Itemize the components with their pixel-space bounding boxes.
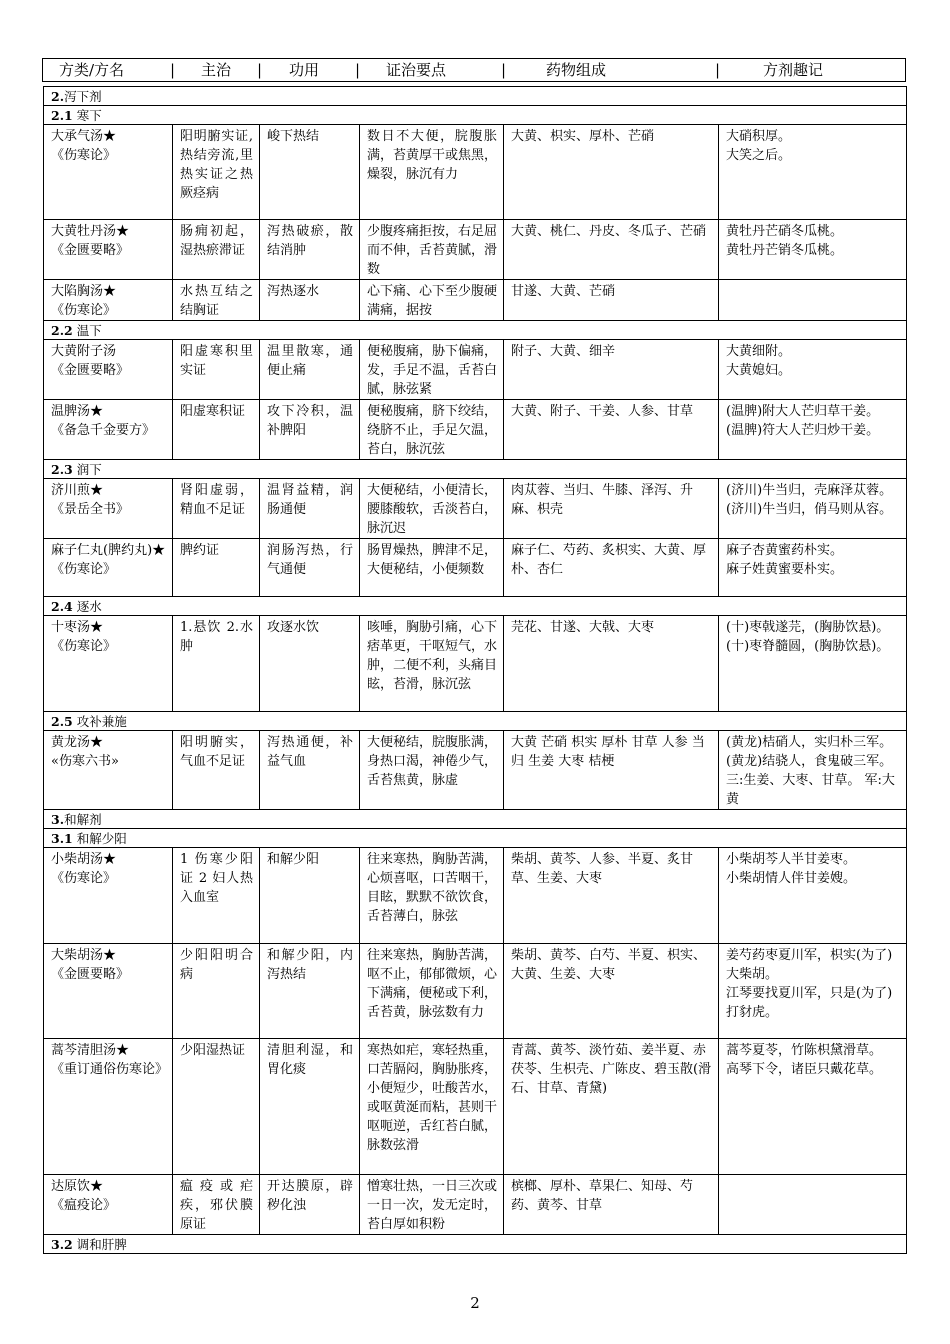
subsection-row: [44, 460, 907, 479]
function-cell: 和解少阳，内泻热结: [260, 944, 360, 1039]
formula-name-cell: 蒿芩清胆汤★ 《重订通俗伤寒论》: [44, 1039, 173, 1175]
function-cell: 泻热破瘀，散结消肿: [260, 220, 360, 280]
indication-cell: 阳虚寒积里实证: [173, 340, 260, 400]
mnemonic-cell: 蒿芩夏苓，竹陈枳黛滑草。 高琴下令，诸臣只戴花草。: [719, 1039, 907, 1175]
section-row: [44, 87, 907, 106]
subsection-heading: 2.5 攻补兼施: [44, 712, 907, 731]
key-points-cell: 大便秘结，小便清长，腰膝酸软，舌淡苔白，脉沉迟: [360, 479, 504, 539]
formula-name-cell: 大黄附子汤 《金匮要略》: [44, 340, 173, 400]
table-row: [44, 400, 907, 460]
ingredients-cell: 麻子仁、芍药、炙枳实、大黄、厚朴、杏仁: [504, 539, 719, 597]
section-row: [44, 810, 907, 829]
formula-name-cell: 济川煎★ 《景岳全书》: [44, 479, 173, 539]
ingredients-cell: 肉苁蓉、当归、牛膝、泽泻、升麻、枳壳: [504, 479, 719, 539]
subsection-row: [44, 829, 907, 848]
section-heading: 3.和解剂: [44, 810, 907, 829]
mnemonic-cell: 黄牡丹芒硝冬瓜桃。 黄牡丹芒销冬瓜桃。: [719, 220, 907, 280]
mnemonic-cell: (济川)牛当归，壳麻泽苁蓉。 (济川)牛当归，俏马则从容。: [719, 479, 907, 539]
subsection-row: [44, 1235, 907, 1254]
mnemonic-cell: [719, 1175, 907, 1235]
formula-name-cell: 十枣汤★ 《伤寒论》: [44, 616, 173, 712]
formula-name-cell: 小柴胡汤★ 《伤寒论》: [44, 848, 173, 944]
ingredients-cell: 芫花、甘遂、大戟、大枣: [504, 616, 719, 712]
function-cell: 温肾益精，润肠通便: [260, 479, 360, 539]
ingredients-cell: 甘遂、大黄、芒硝: [504, 280, 719, 321]
mnemonic-cell: (温脾)附大人芒归草干姜。 (温脾)符大人芒归炒干姜。: [719, 400, 907, 460]
function-cell: 峻下热结: [260, 125, 360, 220]
subsection-row: [44, 321, 907, 340]
function-cell: 攻下冷积，温补脾阳: [260, 400, 360, 460]
table-row: [44, 1175, 907, 1235]
subsection-heading: 2.2 温下: [44, 321, 907, 340]
table-row: [44, 479, 907, 539]
key-points-cell: 咳唾，胸胁引痛，心下痞革更，干呕短气，水肿，二便不利，头痛目眩，苔滑，脉沉弦: [360, 616, 504, 712]
indication-cell: 少阳阳明合病: [173, 944, 260, 1039]
header-key-points: 证治要点: [386, 61, 447, 79]
subsection-row: [44, 597, 907, 616]
formula-name-cell: 大陷胸汤★ 《伤寒论》: [44, 280, 173, 321]
function-cell: 攻逐水饮: [260, 616, 360, 712]
mnemonic-cell: 大硝积厚。 大笑之后。: [719, 125, 907, 220]
key-points-cell: 数日不大便，脘腹胀满，苔黄厚干或焦黑，燥裂，脉沉有力: [360, 125, 504, 220]
section-heading: 2.泻下剂: [44, 87, 907, 106]
ingredients-cell: 大黄、桃仁、丹皮、冬瓜子、芒硝: [504, 220, 719, 280]
key-points-cell: 往来寒热，胸胁苦满，心烦喜呕，口苦咽干，目眩，默默不欲饮食，舌苔薄白，脉弦: [360, 848, 504, 944]
indication-cell: 1 伤寒少阳证 2 妇人热入血室: [173, 848, 260, 944]
mnemonic-cell: 小柴胡芩人半甘姜枣。 小柴胡情人伴甘姜嫂。: [719, 848, 907, 944]
function-cell: 和解少阳: [260, 848, 360, 944]
ingredients-cell: 大黄 芒硝 枳实 厚朴 甘草 人参 当归 生姜 大枣 桔梗: [504, 731, 719, 810]
indication-cell: 水热互结之结胸证: [173, 280, 260, 321]
indication-cell: 瘟疫或疟疾，邪伏膜原证: [173, 1175, 260, 1235]
header-separator: |: [715, 61, 721, 79]
subsection-heading: 3.1 和解少阳: [44, 829, 907, 848]
subsection-row: [44, 106, 907, 125]
function-cell: 泻热通便，补益气血: [260, 731, 360, 810]
header-category-name: 方类/方名: [59, 61, 125, 79]
mnemonic-cell: (十)枣戟遂芫，(胸胁饮悬)。 (十)枣脊髓圆，(胸胁饮悬)。: [719, 616, 907, 712]
header-function: 功用: [289, 61, 320, 79]
indication-cell: 阳虚寒积证: [173, 400, 260, 460]
table-row: [44, 539, 907, 597]
indication-cell: 肾阳虚弱，精血不足证: [173, 479, 260, 539]
formula-name-cell: 麻子仁丸(脾约丸)★ 《伤寒论》: [44, 539, 173, 597]
ingredients-cell: 大黄、枳实、厚朴、芒硝: [504, 125, 719, 220]
table-row: [44, 616, 907, 712]
mnemonic-cell: [719, 280, 907, 321]
header-separator: |: [257, 61, 263, 79]
formula-name-cell: 温脾汤★ 《备急千金要方》: [44, 400, 173, 460]
key-points-cell: 大便秘结，脘腹胀满，身热口渴，神倦少气，舌苔焦黄，脉虚: [360, 731, 504, 810]
header-separator: |: [355, 61, 361, 79]
subsection-heading: 2.3 润下: [44, 460, 907, 479]
ingredients-cell: 柴胡、黄芩、白芍、半夏、枳实、大黄、生姜、大枣: [504, 944, 719, 1039]
ingredients-cell: 大黄、附子、干姜、人参、甘草: [504, 400, 719, 460]
function-cell: 泻热逐水: [260, 280, 360, 321]
header-indication: 主治: [201, 61, 232, 79]
function-cell: 温里散寒，通便止痛: [260, 340, 360, 400]
indication-cell: 1.悬饮 2.水肿: [173, 616, 260, 712]
table-row: [44, 1039, 907, 1175]
subsection-heading: 2.4 逐水: [44, 597, 907, 616]
key-points-cell: 肠胃燥热，脾津不足，大便秘结，小便频数: [360, 539, 504, 597]
indication-cell: 脾约证: [173, 539, 260, 597]
indication-cell: 阳明腑实，气血不足证: [173, 731, 260, 810]
function-cell: 润肠泻热，行气通便: [260, 539, 360, 597]
table-row: [44, 944, 907, 1039]
key-points-cell: 便秘腹痛，脐下绞结，绕脐不止，手足欠温，苔白，脉沉弦: [360, 400, 504, 460]
mnemonic-cell: (黄龙)桔硝人，实归朴三军。 (黄龙)结骁人，食鬼破三军。 三:生姜、大枣、甘草。 军:大黄: [719, 731, 907, 810]
ingredients-cell: 青蒿、黄芩、淡竹茹、姜半夏、赤茯苓、生枳壳、广陈皮、碧玉散(滑石、甘草、青黛): [504, 1039, 719, 1175]
formula-name-cell: 黄龙汤★ «伤寒六书»: [44, 731, 173, 810]
ingredients-cell: 附子、大黄、细辛: [504, 340, 719, 400]
formula-name-cell: 大承气汤★ 《伤寒论》: [44, 125, 173, 220]
header-ingredients: 药物组成: [546, 61, 607, 79]
formula-table: [43, 86, 907, 1254]
subsection-heading: 2.1 寒下: [44, 106, 907, 125]
header-separator: |: [170, 61, 176, 79]
ingredients-cell: 柴胡、黄芩、人参、半夏、炙甘草、生姜、大枣: [504, 848, 719, 944]
mnemonic-cell: 姜芍药枣夏川军，枳实(为了)大柴胡。 江琴要找夏川军，只是(为了)打豺虎。: [719, 944, 907, 1039]
key-points-cell: 往来寒热，胸胁苦满，呕不止，郁郁微烦，心下满痛，便秘或下利，舌苔黄，脉弦数有力: [360, 944, 504, 1039]
function-cell: 开达膜原，辟秽化浊: [260, 1175, 360, 1235]
key-points-cell: 憎寒壮热，一日三次或一日一次，发无定时，苔白厚如积粉: [360, 1175, 504, 1235]
subsection-heading: 3.2 调和肝脾: [44, 1235, 907, 1254]
indication-cell: 阳明腑实证,热结旁流,里热实证之热厥痉病: [173, 125, 260, 220]
indication-cell: 肠痈初起，湿热瘀滞证: [173, 220, 260, 280]
table-row: [44, 220, 907, 280]
table-row: [44, 340, 907, 400]
key-points-cell: 寒热如疟，寒轻热重，口苦膈闷，胸胁胀疼，小便短少，吐酸苦水，或呕黄涎而粘，甚则干呕呃逆，舌红苔白腻，脉数弦滑: [360, 1039, 504, 1175]
header-separator: |: [501, 61, 507, 79]
function-cell: 清胆利湿，和胃化痰: [260, 1039, 360, 1175]
table-row: [44, 848, 907, 944]
indication-cell: 少阳湿热证: [173, 1039, 260, 1175]
table-header: [42, 58, 906, 82]
key-points-cell: 少腹疼痛拒按，右足屈而不伸，舌苔黄腻，滑数: [360, 220, 504, 280]
ingredients-cell: 槟榔、厚朴、草果仁、知母、芍药、黄芩、甘草: [504, 1175, 719, 1235]
table-row: [44, 280, 907, 321]
page-number: 2: [470, 1294, 480, 1312]
formula-name-cell: 大黄牡丹汤★ 《金匮要略》: [44, 220, 173, 280]
formula-name-cell: 大柴胡汤★ 《金匮要略》: [44, 944, 173, 1039]
mnemonic-cell: 麻子杏黄蜜药朴实。 麻子姓黄蜜要朴实。: [719, 539, 907, 597]
subsection-row: [44, 712, 907, 731]
key-points-cell: 便秘腹痛，胁下偏痛，发，手足不温，舌苔白腻，脉弦紧: [360, 340, 504, 400]
key-points-cell: 心下痛、心下至少腹硬满痛，据按: [360, 280, 504, 321]
mnemonic-cell: 大黄细附。 大黄媳妇。: [719, 340, 907, 400]
table-row: [44, 125, 907, 220]
table-row: [44, 731, 907, 810]
formula-name-cell: 达原饮★ 《瘟疫论》: [44, 1175, 173, 1235]
header-mnemonic: 方剂趣记: [763, 61, 824, 79]
